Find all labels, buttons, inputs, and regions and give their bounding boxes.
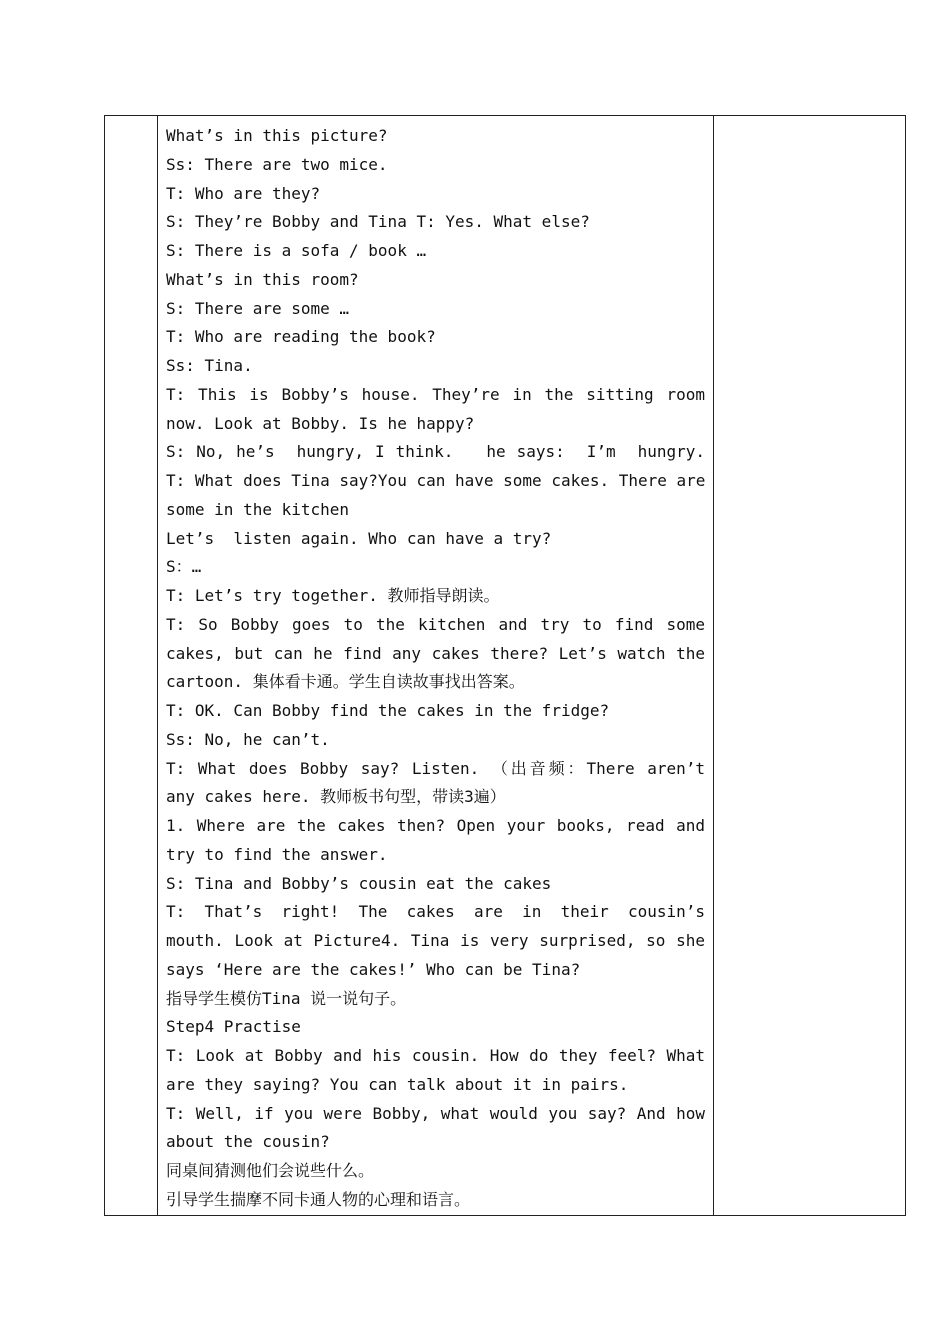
text-line: S: There is a sofa / book … [166,241,427,260]
text-line: T: OK. Can Bobby find the cakes in the fridge? [166,701,610,720]
text-line: mouth. Look at Picture4. Tina is very surprised, so she [166,931,705,950]
step-column-cell [105,116,158,1216]
text-line: Let’s listen again. Who can have a try? [166,528,552,548]
text-line: T: That’s right! The cakes are in their cousin’s [166,902,705,922]
text-line: S: Tina and Bobby’s cousin eat the cakes [166,873,552,893]
text-line: says ‘Here are the cakes!’ Who can be Tina? [166,959,581,979]
table-row [105,116,906,1216]
text-line: now. Look at Bobby. Is he happy? [166,413,475,433]
text-line: about the cousin? [166,1132,330,1152]
lesson-plan-table [104,115,906,1216]
text-line: T: What does Bobby say? Listen. （出音频：There aren’t [166,758,705,778]
text-line: T: Who are they? [166,183,321,203]
text-line: Ss: No, he can’t. [166,729,330,749]
text-line: any cakes here. 教师板书句型，带读3遍） [166,787,506,807]
text-line: T: This is Bobby’s house. They’re in the sitting room [166,384,705,404]
text-line: What’s in this room? [166,269,359,289]
text-line: try to find the answer. [166,844,388,864]
text-line: T: Look at Bobby and his cousin. How do they feel? What [166,1046,705,1065]
text-line: S：… [166,557,202,577]
text-line: T: Well, if you were Bobby, what would you say? And how [166,1103,705,1123]
text-line: S: They’re Bobby and Tina T: Yes. What else? [166,212,590,232]
text-line: S: There are some … [166,298,350,318]
text-line: T: Let’s try together. 教师指导朗读。 [166,586,500,605]
text-line: Ss: Tina. [166,356,253,375]
text-line: some in the kitchen [166,499,350,519]
teaching-process-cell [158,116,714,1216]
text-line: S: No, he’s hungry, I think. he says: I’m hungry. [166,442,705,462]
text-line: are they saying? You can talk about it in pairs. [166,1074,629,1094]
text-line: cartoon. 集体看卡通。学生自读故事找出答案。 [166,672,525,692]
text-line: Step4 Practise [166,1017,301,1037]
text-line: What’s in this picture? [166,126,388,145]
text-line: 同桌间猜测他们会说些什么。 [166,1161,375,1180]
text-line: Ss: There are two mice. [166,154,388,174]
text-line: 1. Where are the cakes then? Open your books, read and [166,816,705,835]
text-line: T: What does Tina say?You can have some cakes. There are [166,471,705,490]
text-line: 指导学生模仿Tina 说一说句子。 [166,988,407,1008]
notes-column-cell [714,116,906,1216]
teaching-process-text [158,116,713,1215]
text-line: T: Who are reading the book? [166,327,436,347]
text-line: cakes, but can he find any cakes there? Let’s watch the [166,643,705,663]
text-line: 引导学生揣摩不同卡通人物的心理和语言。 [166,1189,471,1209]
text-line: T: So Bobby goes to the kitchen and try to find some [166,614,705,634]
